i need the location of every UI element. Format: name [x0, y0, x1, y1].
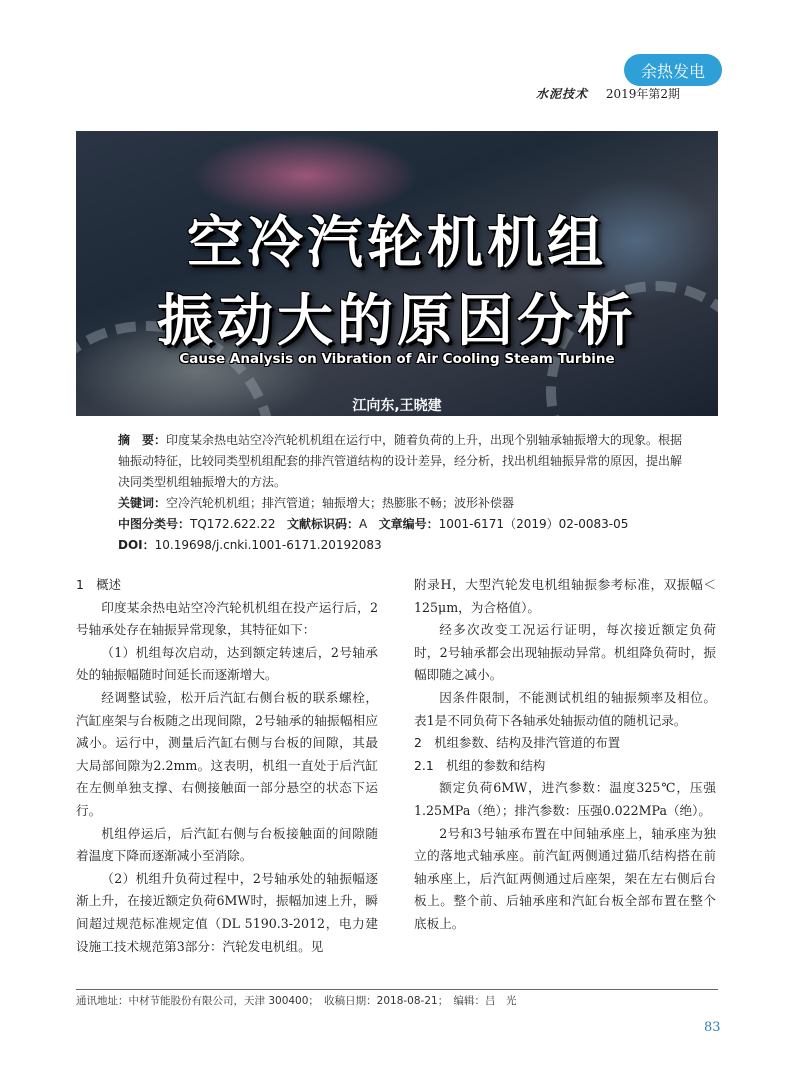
article-title-line2: 振动大的原因分析 [157, 289, 637, 354]
article-authors: 江向东,王晓建 [352, 398, 442, 414]
classification-line [118, 514, 692, 535]
footnote: 通讯地址：中材节能股份有限公司，天津 300400； 收稿日期：2018-08-21； 编辑：吕 光 [76, 995, 517, 1007]
body-column-right [414, 574, 716, 936]
doccode-value: A [358, 517, 368, 531]
articleno-value: 1001-6171（2019）02-0083-05 [438, 517, 629, 531]
doccode-label: 文献标识码： [286, 517, 359, 531]
section-badge: 余热发电 [624, 54, 722, 86]
articleno-label: 文章编号： [378, 517, 439, 531]
page-number: 83 [704, 1020, 721, 1035]
keywords-text: 空冷汽轮机机组；排汽管道；轴振增大；热膨胀不畅；波形补偿器 [166, 496, 515, 510]
abstract-text: 印度某余热电站空冷汽轮机机组在运行中，随着负荷的上升，出现个别轴承轴振增大的现象。根据轴振动特征，比较同类型机组配套的排汽管道结构的设计差异，经分析，找出机组轴振异常的原因，提出解决同类型机组轴振增大的方法。 [118, 433, 683, 489]
doi-line [118, 535, 692, 556]
subsection-heading-2-1: 2.1 机组的参数和结构 [414, 757, 546, 773]
abstract-block [118, 430, 692, 556]
body-paragraph: 附录H，大型汽轮发电机组轴振参考标准，双振幅＜125μm，为合格值）。 [414, 577, 716, 615]
body-paragraph: 2号和3号轴承布置在中间轴承座上，轴承座为独立的落地式轴承座。前汽缸两侧通过猫爪结构搭在前轴承座上，后汽缸两侧通过后座架，架在左右侧后台板上。整个前、后轴承座和汽缸台板全部布置在整个底板上。 [414, 825, 716, 931]
body-paragraph: 经多次改变工况运行证明，每次接近额定负荷时，2号轴承都会出现轴振动异常。机组降负荷时，振幅即随之减小。 [414, 622, 716, 683]
body-paragraph: （1）机组每次启动，达到额定转速后，2号轴承处的轴振幅随时间延长而逐渐增大。 [76, 644, 378, 683]
clc-value: TQ172.622.22 [190, 517, 276, 531]
article-title-line1: 空冷汽轮机机组 [187, 211, 607, 276]
body-paragraph: （2）机组升负荷过程中，2号轴承处的轴振幅逐渐上升，在接近额定负荷6MW时，振幅加速上升，瞬间超过规范标准规定值（DL 5190.3-2012，电力建设施工技术规范第3部分：汽轮发电机组。见 [76, 870, 378, 954]
article-title-english: Cause Analysis on Vibration of Air Cooling Steam Turbine [179, 351, 615, 367]
clc-label: 中图分类号： [118, 517, 191, 531]
abstract-paragraph [118, 430, 692, 493]
footnote-divider [76, 989, 718, 990]
journal-header [536, 85, 680, 102]
abstract-label: 摘 要： [118, 433, 167, 447]
keywords-line [118, 493, 692, 514]
issue-label: 2019年第2期 [605, 87, 681, 101]
hero-banner [76, 131, 718, 416]
body-paragraph: 机组停运后，后汽缸右侧与台板接触面的间隙随着温度下降而逐渐减小至消除。 [76, 825, 378, 864]
body-paragraph: 因条件限制，不能测试机组的轴振频率及相位。表1是不同负荷下各轴承处轴振动值的随机记录。 [414, 689, 716, 728]
section-heading-1: 1 概述 [76, 577, 122, 592]
body-paragraph: 印度某余热电站空冷汽轮机机组在投产运行后，2号轴承处存在轴振异常现象，其特征如下： [76, 599, 378, 638]
doi-value: 10.19698/j.cnki.1001-6171.20192083 [154, 538, 382, 552]
body-paragraph: 经调整试验，松开后汽缸右侧台板的联系螺栓，汽缸座架与台板随之出现间隙，2号轴承的轴振幅相应减小。运行中，测量后汽缸右侧与台板的间隙，其最大局部间隙为2.2mm。这表明，机组一直处于后汽缸在左侧单独支撑、右侧接触面一部分悬空的状态下运行。 [76, 689, 378, 818]
body-column-left [76, 574, 378, 958]
doi-label: DOI： [118, 538, 155, 552]
body-paragraph: 额定负荷6MW，进汽参数：温度325℃，压强1.25MPa（绝）；排汽参数：压强0.022MPa（绝）。 [414, 780, 716, 818]
section-heading-2: 2 机组参数、结构及排汽管道的布置 [414, 735, 621, 751]
journal-name: 水泥技术 [536, 87, 589, 101]
keywords-label: 关键词： [118, 496, 167, 510]
